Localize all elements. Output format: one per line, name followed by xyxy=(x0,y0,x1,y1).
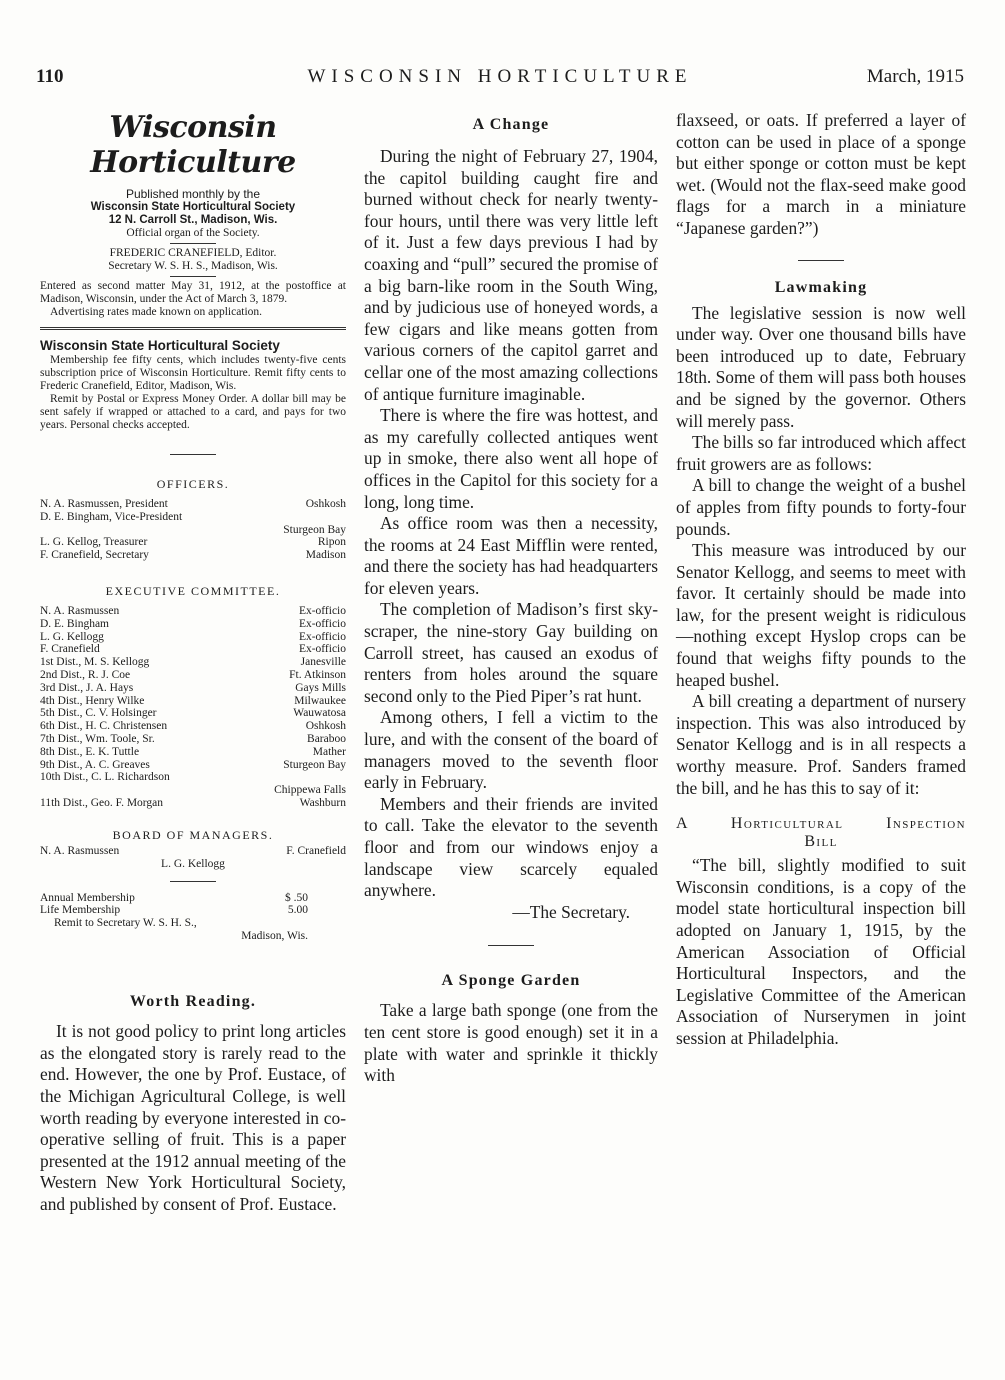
officer-row: L. G. Kellog, Treasurer Ripon xyxy=(40,536,346,549)
committee-row: 1st Dist., M. S. Kellogg Janesville xyxy=(40,656,346,669)
lawmaking-paragraph: A bill to change the weight of a bushel of apples from fifty pounds to forty-four pounds. xyxy=(676,475,966,539)
a-change-paragraph: Members and their friends are invited to call. Take the elevator to the seventh floor and from our windows enjoy a landscape view scarcely equaled anywhere. xyxy=(364,793,658,901)
a-change-paragraph: During the night of February 27, 1904, the capitol building caught fire and burned without check for nearly twenty-four hours, until there was very little left of it. Just a few days previous I had by coaxing and “pull” secured the promise of a big barn-like room in the South Wing, and by judicious use of honeyed words, a few cigars and like means gotten from various corners of the capitol garret and cellar one of the most amazing collections of antique furniture imaginable. xyxy=(364,146,658,404)
society-box-title: Wisconsin State Horticultural Society xyxy=(40,338,280,353)
column-right xyxy=(676,110,966,1050)
inspection-bill-heading xyxy=(676,815,966,851)
worth-reading-text: It is not good policy to print long articles as the elongated story is rarely read to the end. However, the one by Prof. Eustace, of the Michigan Agricultural College, is well worth reading by everyone interested in co-operative selling of fruit. This is a paper presented at the 1912 annual meeting of the Western New York Horticultural Society, and published by consent of Prof. Eustace. xyxy=(40,1021,346,1214)
divider xyxy=(170,881,216,882)
board-row: L. G. Kellogg xyxy=(161,857,225,870)
committee-row: 4th Dist., Henry Wilke Milwaukee xyxy=(40,694,346,707)
committee-row: Chippewa Falls xyxy=(274,784,346,797)
sponge-garden-text: Take a large bath sponge (one from the ten cent store is good enough) set it in a plate with water and sprinkle it thickly with xyxy=(364,1000,658,1086)
lawmaking-paragraph: The legislative session is now well under way. Over one thousand bills have been introduced up to date, February 18th. Some of them will pass both houses and be signed by the governor. Others will merely pass. xyxy=(676,302,966,431)
officers-list xyxy=(40,498,346,562)
lawmaking-heading: Lawmaking xyxy=(774,278,868,296)
inspection-bill-heading-line: A Horticultural Inspection xyxy=(676,815,966,833)
worth-reading-heading: Worth Reading. xyxy=(129,993,257,1011)
board-title: BOARD OF MANAGERS. xyxy=(112,827,274,842)
executive-committee-title: EXECUTIVE COMMITTEE. xyxy=(105,583,281,598)
sponge-garden-continued: flaxseed, or oats. If preferred a layer of cotton can be used in place of a sponge but either sponge or cotton must be kept wet. (Would not the flax-seed make good flags for a march in a miniature “Japanese garden?”) xyxy=(676,110,966,238)
fees-remit: Remit to Secretary W. S. H. S., xyxy=(54,917,197,930)
running-header xyxy=(36,66,964,96)
page-number: 110 xyxy=(36,66,64,87)
committee-row: 10th Dist., C. L. Richardson xyxy=(40,771,170,784)
column-middle xyxy=(364,110,658,1087)
committee-row: N. A. Rasmussen Ex-officio xyxy=(40,604,346,617)
inspection-bill-text: “The bill, slightly modified to suit Wisconsin conditions, is a copy of the model state horticultural inspection bill adopted on January 1, 1915, by the American Association of Official Horticultural Inspectors, and the Legislative Committee of the American Association of Nurserymen in joint session at Philadelphia. xyxy=(676,855,966,1048)
officer-row: F. Cranefield, Secretary Madison xyxy=(40,549,346,562)
officer-row: D. E. Bingham, Vice-President xyxy=(40,510,183,523)
divider xyxy=(170,276,216,277)
a-change-signature: —The Secretary. xyxy=(512,901,630,922)
masthead-secretary: Secretary W. S. H. S., Madison, Wis. xyxy=(108,260,278,272)
committee-row: 7th Dist., Wm. Toole, Sr. Baraboo xyxy=(40,732,346,745)
fee-row: Annual Membership $ .50 xyxy=(40,891,308,904)
issue-date: March, 1915 xyxy=(866,66,964,87)
committee-row: 3rd Dist., J. A. Hays Gays Mills xyxy=(40,681,346,694)
committee-row: 9th Dist., A. C. Greaves Sturgeon Bay xyxy=(40,758,346,771)
masthead-address: 12 N. Carroll St., Madison, Wis. xyxy=(108,214,278,226)
lawmaking-paragraph: The bills so far introduced which affect fruit growers are as follows: xyxy=(676,432,966,474)
masthead-organ: Official organ of the Society. xyxy=(126,227,260,239)
fee-row: Life Membership 5.00 xyxy=(40,904,308,917)
society-remit: Remit by Postal or Express Money Order. A dollar bill may be sent safely if wrapped or attached to a card, and pays for two years. Personal checks accepted. xyxy=(40,393,346,431)
officer-row: Sturgeon Bay xyxy=(283,523,346,536)
board-row: N. A. Rasmussen F. Cranefield xyxy=(40,844,346,857)
divider xyxy=(170,243,216,244)
committee-row: F. Cranefield Ex-officio xyxy=(40,643,346,656)
masthead-advertising: Advertising rates made known on application. xyxy=(50,306,263,318)
a-change-heading: A Change xyxy=(472,116,550,133)
officers-title: OFFICERS. xyxy=(156,477,230,491)
lawmaking-paragraph: A bill creating a department of nursery inspection. This was also introduced by Senator Kellogg and is in all respects a worthy measure. Prof. Sanders framed the bill, and he has this to say of it: xyxy=(676,691,966,798)
committee-row: 8th Dist., E. K. Tuttle Mather xyxy=(40,745,346,758)
committee-row: 6th Dist., H. C. Christensen Oshkosh xyxy=(40,720,346,733)
masthead-editor: FREDERIC CRANEFIELD, Editor. xyxy=(109,247,277,259)
masthead-published: Published monthly by the xyxy=(125,187,261,201)
committee-row: L. G. Kellogg Ex-officio xyxy=(40,630,346,643)
divider xyxy=(488,945,534,946)
divider xyxy=(798,260,844,261)
committee-row: 2nd Dist., R. J. Coe Ft. Atkinson xyxy=(40,668,346,681)
officer-row: N. A. Rasmussen, President Oshkosh xyxy=(40,498,346,510)
masthead-entered: Entered as second matter May 31, 1912, at the postoffice at Madison, Wisconsin, under the Act of March 3, 1879. xyxy=(40,280,346,305)
committee-row: D. E. Bingham Ex-officio xyxy=(40,617,346,630)
double-rule xyxy=(40,327,346,330)
a-change-paragraph: There is where the fire was hottest, and as my carefully collected antiques went up in smoke, there also went all hope of offices in the Capitol for this society for a long, long time. xyxy=(364,405,658,512)
lawmaking-paragraph: This measure was introduced by our Senator Kellogg, and seems to meet with favor. It certainly should be made into law, for the present weight is ridiculous—nothing except Hyslop crops can be found that weighs fifty pounds to the heaped bushel. xyxy=(676,540,966,690)
a-change-paragraph: The completion of Madison’s first sky-scraper, the nine-story Gay building on Carroll street, has caused an exodus of renters from holes around the square second only to the Pied Piper’s rat hunt. xyxy=(364,599,658,706)
masthead-title: Wisconsin Horticulture xyxy=(90,110,296,180)
sponge-garden-heading: A Sponge Garden xyxy=(441,972,581,990)
fees-city: Madison, Wis. xyxy=(241,930,308,943)
committee-row: 11th Dist., Geo. F. Morgan Washburn xyxy=(40,796,346,809)
column-left xyxy=(40,110,346,1215)
a-change-paragraph: As office room was then a necessity, the rooms at 24 East Mifflin were rented, and there the society has had headquarters for eleven years. xyxy=(364,513,658,598)
society-membership: Membership fee fifty cents, which includes twenty-five cents subscription price of Wisconsin Horticulture. Remit fifty cents to Frederic Cranefield, Editor, Madison, Wis. xyxy=(40,354,346,392)
masthead-society: Wisconsin State Horticultural Society xyxy=(90,201,296,213)
committee-row: 5th Dist., C. V. Holsinger Wauwatosa xyxy=(40,707,346,720)
divider xyxy=(170,454,216,455)
executive-committee-list xyxy=(40,605,346,810)
a-change-paragraph: Among others, I fell a victim to the lure, and with the consent of the board of managers moved to the seventh floor early in February. xyxy=(364,707,658,793)
inspection-bill-heading-line: Bill xyxy=(804,833,838,851)
journal-title: WISCONSIN HORTICULTURE xyxy=(307,66,693,87)
